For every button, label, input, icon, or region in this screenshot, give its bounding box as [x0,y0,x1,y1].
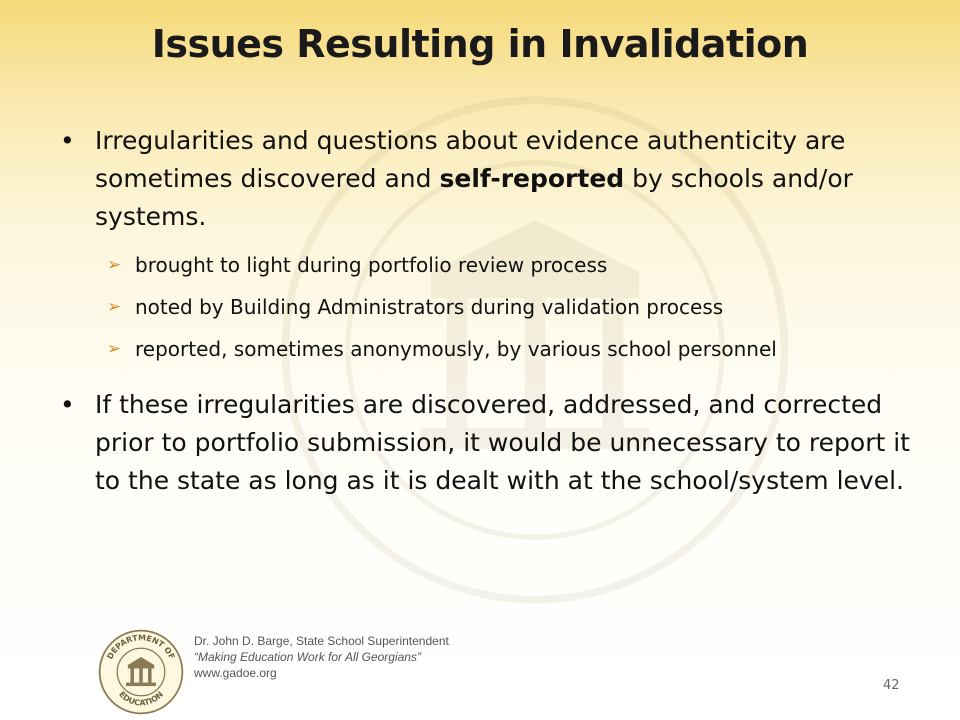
sub-bullet-list [60,250,910,364]
sub-bullet-item [60,250,910,280]
page-number: 42 [883,678,900,693]
bullet-dot-icon: • [60,390,75,419]
sub-bullet-item [60,334,910,364]
bullet-text-bold: self-reported [439,164,625,193]
sub-bullet-text: noted by Building Administrators during validation process [135,295,724,319]
slide-body [60,122,910,500]
slide-title: Issues Resulting in Invalidation [151,22,809,66]
bullet-text-end: by schools and/or systems. [95,164,853,231]
arrow-right-icon: ➢ [107,297,122,317]
sub-bullet-item [60,292,910,322]
arrow-right-icon: ➢ [107,255,122,275]
footer-website[interactable]: www.gadoe.org [194,666,277,680]
bullet-text-start: Irregularities and questions about evidence authenticity are sometimes discovered and [95,126,846,193]
seal-bottom-text: EDUCATION [117,689,165,708]
bullet-dot-icon: • [60,126,75,155]
bullet-item [60,386,910,500]
footer-superintendent: Dr. John D. Barge, State School Superintendent [194,634,449,648]
footer-motto: “Making Education Work for All Georgians” [194,650,421,664]
bullet-item [60,122,910,236]
sub-bullet-text: brought to light during portfolio review process [135,253,608,277]
seal-top-text: DEPARTMENT OF [105,633,177,661]
department-of-education-seal-icon [97,628,185,716]
sub-bullet-text: reported, sometimes anonymously, by various school personnel [135,337,777,361]
arrow-right-icon: ➢ [107,339,122,359]
footer-info [194,633,449,681]
bullet-text: If these irregularities are discovered, addressed, and corrected prior to portfolio submission, it would be unnecessary to report it to the state as long as it is dealt with at the school/system level. [95,390,910,495]
